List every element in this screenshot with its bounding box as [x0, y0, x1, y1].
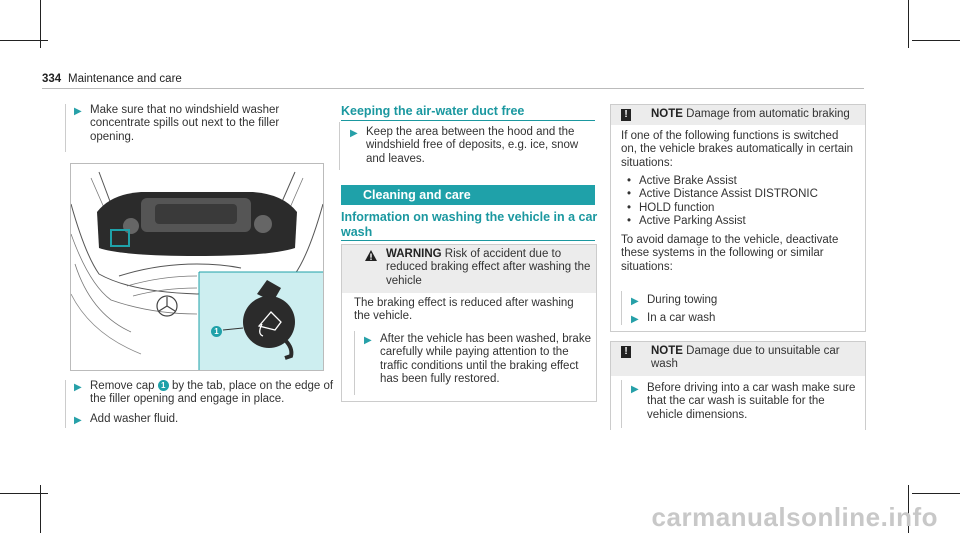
step-bar	[621, 380, 622, 428]
warning-header-text	[386, 248, 592, 288]
heading-rule	[341, 120, 595, 121]
list-item: • HOLD function	[621, 202, 855, 215]
step-bar	[339, 122, 340, 170]
warning-title: reduced braking effect after washing the	[386, 261, 591, 274]
heading-line: Information on washing the vehicle in a car	[341, 210, 598, 224]
step-text: Remove cap	[90, 380, 158, 392]
watermark: carmanualsonline.info	[651, 502, 938, 532]
step-text: Before driving into a car wash make sure that the car wash is suitable for the vehicle dimensions.	[647, 382, 856, 421]
step-item	[342, 126, 598, 166]
exclamation-icon: !	[621, 109, 631, 121]
step-bar	[354, 331, 355, 395]
warning-triangle-icon	[364, 249, 378, 262]
arrow-icon: ▶	[631, 384, 639, 395]
crop-mark	[912, 40, 960, 41]
arrow-icon: ▶	[74, 106, 82, 117]
list-item: • Active Brake Assist	[621, 175, 855, 188]
callout-marker: 1	[211, 326, 222, 337]
section-heading: Keeping the air-water duct free	[341, 104, 525, 118]
note-label: NOTE	[651, 108, 683, 120]
step-text: After the vehicle has been washed, brake carefully while paying attention to the traffic conditions until the braking effect has been fully restored.	[380, 333, 591, 386]
chapter-band	[341, 185, 595, 205]
engine-bay-illustration	[70, 163, 324, 371]
note-header-text	[651, 108, 850, 121]
note-title: wash	[651, 358, 678, 371]
step-text: In a car wash	[647, 312, 716, 324]
list-item: • Active Parking Assist	[621, 215, 855, 228]
warning-title: Risk of accident due to	[444, 248, 562, 260]
arrow-icon: ▶	[364, 335, 372, 346]
note-after: To avoid damage to the vehicle, deactivate these systems in the following or similar situations:	[621, 234, 839, 273]
step-text: Keep the area between the hood and the windshield free of deposits, e.g. ice, snow and leaves.	[366, 126, 579, 165]
note-label: NOTE	[651, 345, 683, 357]
function-list	[621, 175, 855, 229]
warning-label: WARNING	[386, 248, 442, 260]
band-title: Cleaning and care	[363, 188, 471, 202]
exclamation-icon: !	[621, 346, 631, 358]
step-item	[623, 312, 867, 325]
arrow-icon: ▶	[74, 415, 82, 426]
note-header-text	[651, 345, 861, 372]
step-text: by the tab, place on the edge of the filler opening and engage in place.	[90, 380, 334, 406]
step-text: Add washer fluid.	[90, 413, 179, 425]
section-heading	[341, 210, 597, 240]
step-item	[623, 382, 859, 422]
page-number: 334	[42, 73, 62, 85]
note-title: Damage from automatic braking	[686, 108, 850, 120]
step-text: During towing	[647, 294, 718, 306]
arrow-icon: ▶	[631, 296, 639, 307]
crop-mark	[0, 493, 48, 494]
header-rule	[42, 88, 864, 89]
arrow-icon: ▶	[631, 314, 639, 325]
note-title: Damage due to unsuitable car	[686, 345, 840, 357]
note-intro: If one of the following functions is switched on, the vehicle brakes automatically in certain situations:	[621, 130, 854, 169]
arrow-icon: ▶	[350, 128, 358, 139]
step-item	[356, 333, 592, 387]
heading-rule	[341, 240, 595, 241]
crop-mark	[912, 493, 960, 494]
note-box	[610, 104, 866, 332]
crop-mark	[908, 0, 909, 48]
arrow-icon: ▶	[74, 382, 82, 393]
list-item: • Active Distance Assist DISTRONIC	[621, 188, 855, 201]
step-item	[66, 104, 322, 144]
warning-body: The braking effect is reduced after washing the vehicle.	[354, 297, 574, 323]
note-box	[610, 341, 866, 430]
section-title: Maintenance and care	[68, 73, 182, 85]
car-engine-drawing	[71, 164, 323, 370]
warning-title: vehicle	[386, 274, 422, 287]
step-item	[66, 413, 322, 426]
step-text: Make sure that no windshield washer concentrate spills out next to the filler opening.	[90, 104, 280, 143]
step-bar	[621, 291, 622, 325]
step-item	[66, 380, 334, 407]
callout-marker: 1	[158, 380, 169, 391]
step-item	[623, 294, 867, 307]
heading-line: wash	[341, 225, 373, 239]
crop-mark	[0, 40, 48, 41]
warning-box	[341, 244, 597, 402]
